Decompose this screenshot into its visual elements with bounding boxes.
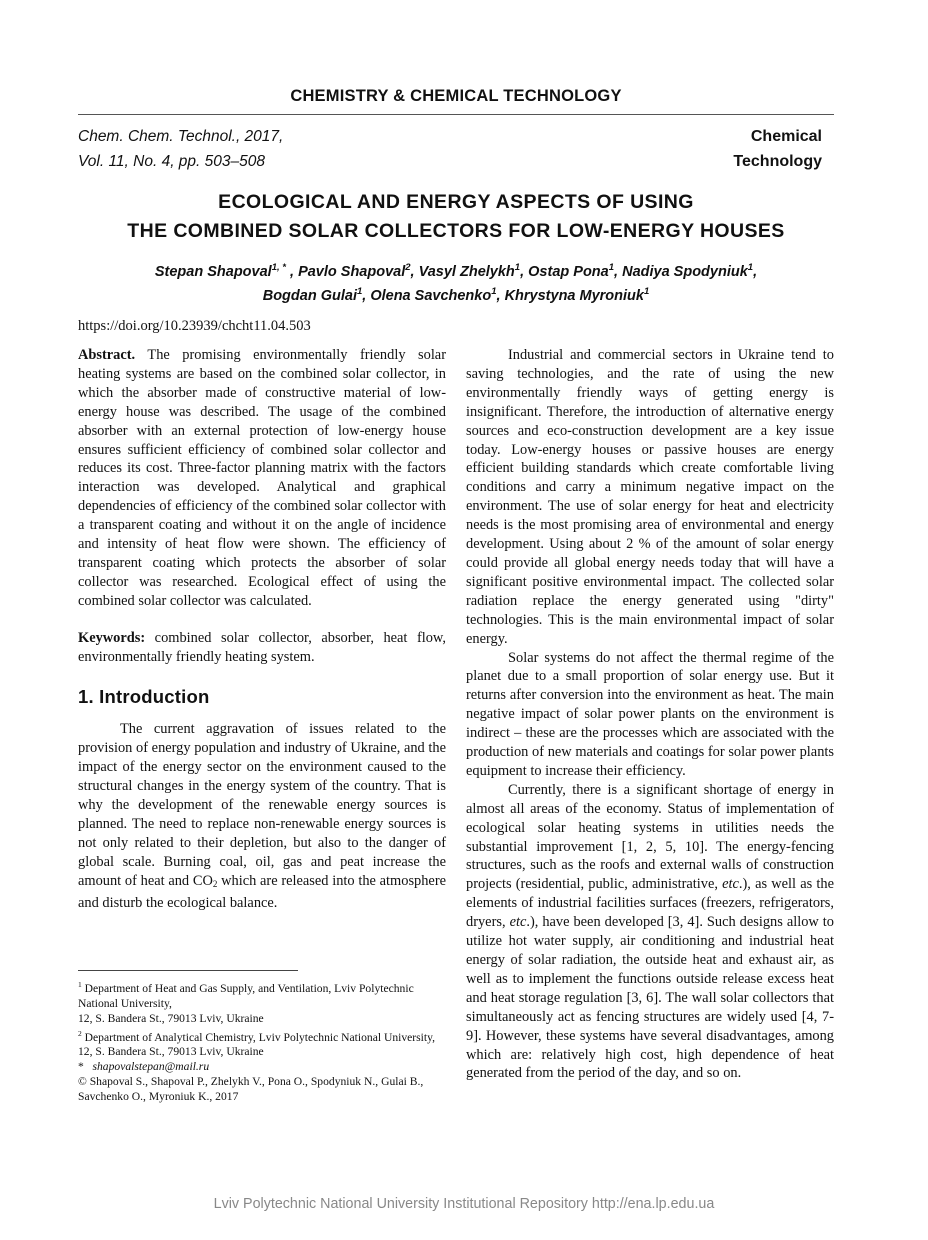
author bbox=[622, 264, 753, 280]
author bbox=[262, 285, 363, 304]
author-affiliation-mark: 1 bbox=[514, 262, 521, 273]
keywords-text: combined solar collector, absorber, heat flow, environmentally friendly heating system. bbox=[78, 629, 446, 665]
author bbox=[298, 264, 410, 280]
author-name: Ostap Pona bbox=[528, 263, 609, 280]
author-name: Bogdan Gulai bbox=[262, 287, 357, 304]
asterisk-mark: * bbox=[78, 1060, 84, 1074]
author-list: Stepan Shapoval$^{1, *}$ , Pavlo Shapoval$^2$, Vasyl Zhelykh$^1$, Ostap Pona$^1$, Nadiya Spodyniuk$^1$, Bogdan Gulai$^1$, Olena Savchenko$^1$, Khrystyna Myroniuk$^1$ bbox=[154, 262, 758, 304]
author-name: Pavlo Shapoval bbox=[298, 263, 406, 280]
journal-name-line-2: Technology bbox=[733, 153, 822, 170]
author-name: Olena Savchenko bbox=[370, 287, 492, 304]
right-column bbox=[466, 346, 834, 1083]
citation-line-1: Chem. Chem. Technol., 2017, bbox=[78, 128, 284, 145]
footnote-affiliation-1 bbox=[78, 978, 438, 1012]
paragraph-text: .), as well as the elements of industrial facilities surfaces (freezers, refrigerators, dryers, bbox=[466, 876, 834, 931]
journal-citation bbox=[78, 124, 283, 174]
article-title bbox=[78, 188, 834, 246]
body-paragraph: Solar systems do not affect the thermal regime of the planet due to a small proportion of solar energy use. But it returns after conversion into the environment as heat. The main negative impact of solar power plants on the environment is indirect – these are the processes which are associated with the production of new materials and coatings for solar power plants equipment to increase their efficiency. bbox=[466, 649, 834, 779]
journal-name-line-1: Chemical bbox=[750, 128, 822, 145]
author-affiliation-mark: 1 bbox=[356, 285, 363, 297]
footnote-text: Department of Analytical Chemistry, Lviv Polytechnic National University, bbox=[81, 1030, 436, 1044]
repository-footer: Lviv Polytechnic National University Institutional Repository http://ena.lp.edu.ua bbox=[213, 1196, 715, 1212]
paragraph-text: which are released into the atmosphere and disturb the ecological balance. bbox=[78, 872, 447, 911]
footnote-text: Department of Heat and Gas Supply, and Ventilation, Lviv Polytechnic National University, bbox=[78, 981, 414, 1010]
author-name: Vasyl Zhelykh bbox=[418, 263, 515, 280]
footnote-address-1: 12, S. Bandera St., 79013 Lviv, Ukraine bbox=[78, 1011, 264, 1025]
paragraph-text: Currently, there is a significant shortage of energy in almost all areas of the economy. Status of implementation of ecological solar heating systems in utilities needs the substantial improvement [1, 2, 5, 10]. The energy-fencing structures, such as the roofs and external walls of construction projects (residential, public, administrative, bbox=[466, 781, 834, 893]
citation-line-2: Vol. 11, No. 4, pp. 503–508 bbox=[78, 153, 265, 170]
author-name: Khrystyna Myroniuk bbox=[504, 287, 644, 304]
keywords-label: Keywords: bbox=[78, 629, 146, 646]
left-column bbox=[78, 346, 446, 912]
paragraph-text: The current aggravation of issues related to the provision of energy population and industry of Ukraine, and the impact of the energy sector on the environment caused to the structural changes in the energy system of the country. That is why the development of the renewable energy sources is planned. The need to replace non-renewable energy sources is not only related to their depletion, but also to the danger of global scale. Burning coal, oil, gas and peat increase the amount of heat and CO bbox=[78, 721, 446, 889]
footnote-divider bbox=[78, 970, 298, 971]
body-paragraph bbox=[466, 781, 834, 1084]
keywords bbox=[78, 629, 446, 667]
email-link[interactable]: shapovalstepan@mail.ru bbox=[92, 1060, 210, 1074]
paragraph-text: .), have been developed [3, 4]. Such designs allow to utilize hot water supply, air conditioning and industrial heat energy of solar radiation, the outside heat and exhaust air, as well as to implement the functions outside release excess heat and heat storage regulation [3, 6]. The wall solar collectors that simultaneously act as fencing structures are widely used [4, 7-9]. However, these systems have several disadvantages, among which are: relatively high cost, high dependence of heat generated from the period of the day, and so on. bbox=[466, 914, 834, 1082]
author bbox=[504, 285, 650, 304]
italic-text: etc bbox=[722, 876, 739, 893]
footnote-address-2: 12, S. Bandera St., 79013 Lviv, Ukraine bbox=[78, 1045, 264, 1059]
footnote-mark: 1 bbox=[78, 980, 82, 989]
abstract bbox=[78, 346, 446, 611]
body-paragraph: Industrial and commercial sectors in Ukraine tend to saving technologies, and the rate of using the new environmentally friendly ways of getting energy is insignificant. Therefore, the introduction of alternative energy sources and eco-construction development are a key issue today. Low-energy houses or passive houses are energy efficient building standards which create comfortable living conditions and carry a minimum negative impact on the environment. The use of solar energy for heat and electricity needs is the most promising area of environmental and energy development. Using about 2 % of the amount of solar energy could provide all global energy needs today that will have a significant positive environmental impact. The collected solar radiation replace the energy generated using "dirty" technologies. This is the main environmental impact of solar energy. bbox=[466, 347, 834, 647]
author-name: Nadiya Spodyniuk bbox=[622, 263, 748, 280]
footnotes bbox=[78, 978, 438, 1105]
author-affiliation-mark: 2 bbox=[405, 262, 411, 273]
title-line-1: ECOLOGICAL AND ENERGY ASPECTS OF USING bbox=[218, 191, 694, 213]
footnote-affiliation-2 bbox=[78, 1027, 438, 1046]
author bbox=[528, 264, 614, 280]
subscript: 2 bbox=[212, 878, 218, 889]
journal-header: CHEMISTRY & CHEMICAL TECHNOLOGY bbox=[290, 87, 622, 105]
header-divider bbox=[78, 114, 834, 115]
journal-name bbox=[733, 124, 822, 174]
author-affiliation-mark: 1 bbox=[608, 262, 615, 273]
author-affiliation-mark: 1 bbox=[491, 285, 497, 297]
abstract-label: Abstract. bbox=[78, 347, 136, 363]
author-affiliation-mark: 1 bbox=[747, 262, 754, 273]
section-heading-introduction: 1. Introduction bbox=[78, 685, 210, 707]
intro-paragraph bbox=[78, 720, 446, 912]
corresponding-author bbox=[78, 1060, 438, 1075]
author bbox=[370, 285, 497, 304]
title-line-2: THE COMBINED SOLAR COLLECTORS FOR LOW-ENERGY HOUSES bbox=[127, 220, 785, 242]
italic-text: etc bbox=[509, 914, 527, 931]
footnote-mark: 2 bbox=[78, 1028, 82, 1038]
author-name: Stepan Shapoval bbox=[154, 263, 272, 280]
abstract-text: The promising environmentally friendly solar heating systems are based on the combined solar collector, in which the absorber made of constructive material of low-energy house was described. The usage of the combined absorber with an external protection of low-energy house ensures sufficient efficiency of combined solar collector and reduces its cost. Three-factor planning matrix with the factors interaction was developed. Analytical and graphical dependencies of efficiency of the combined solar collector with a transparent coating and without it on the angle of incidence and intensity of heat flow were shown. The efficiency of transparent coating which protects the absorber of solar collector was researched. Ecological effect of using the combined solar collector was calculated. bbox=[78, 347, 446, 609]
copyright-notice: © Shapoval S., Shapoval P., Zhelykh V., Pona O., Spodyniuk N., Gulai B., Savchenko O., Myroniuk K., 2017 bbox=[78, 1075, 424, 1104]
doi-link[interactable]: https://doi.org/10.23939/chcht11.04.503 bbox=[78, 318, 311, 334]
author-affiliation-mark: 1 bbox=[643, 285, 650, 297]
author-affiliation-mark: 1, * bbox=[271, 262, 286, 273]
author bbox=[419, 264, 520, 280]
author bbox=[155, 264, 286, 280]
